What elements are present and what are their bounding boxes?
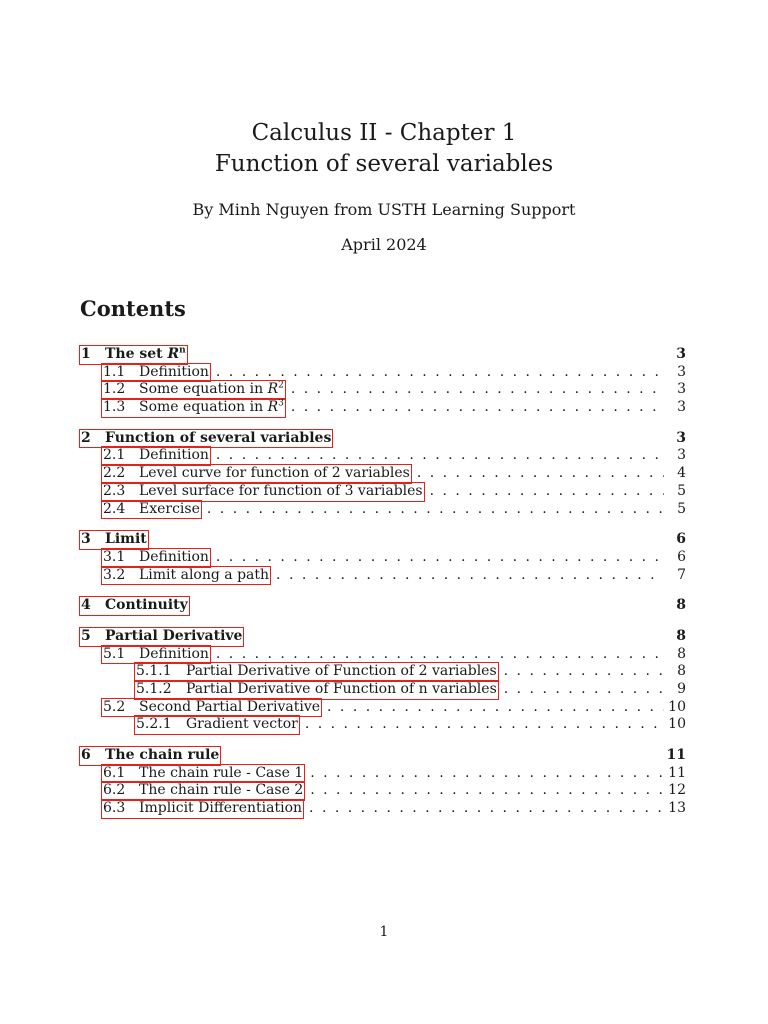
toc-link-3-2[interactable] (102, 567, 270, 585)
toc-entry-title: The chain rule - Case 2 (139, 782, 304, 799)
toc-link-2-3[interactable] (102, 483, 424, 501)
toc-dot-leader (310, 765, 664, 783)
toc-section-row (80, 531, 686, 549)
toc-entry-number: 1.2 (103, 381, 126, 398)
toc-subsection-row (80, 447, 686, 465)
toc-subsubsection-row (80, 663, 686, 681)
document-title-line-1: Calculus II - Chapter 1 (251, 120, 517, 146)
toc-page-number[interactable]: 8 (677, 645, 686, 662)
toc-subsection-row (80, 699, 686, 717)
toc-page-number[interactable]: 4 (677, 465, 686, 482)
toc-entry-title: Partial Derivative of Function of n variables (186, 681, 497, 697)
toc-entry-title: Definition (139, 645, 209, 662)
toc-page-number[interactable]: 5 (677, 500, 686, 517)
toc-link-1-3[interactable] (102, 399, 285, 417)
author-line: By Minh Nguyen from USTH Learning Support (192, 200, 576, 219)
toc-page-number[interactable]: 3 (677, 381, 686, 398)
toc-section-6 (80, 747, 686, 818)
math-symbol: R (267, 381, 279, 398)
toc-dot-leader (207, 501, 664, 519)
toc-page-number[interactable]: 3 (677, 399, 686, 416)
math-symbol: R (167, 346, 180, 362)
toc-entry-title: Second Partial Derivative (139, 698, 321, 715)
toc-entry-number: 5.2 (103, 698, 126, 715)
toc-entry-number: 2 (81, 429, 91, 446)
toc-entry-number: 4 (81, 597, 91, 614)
toc-entry-number: 6.2 (103, 782, 126, 799)
toc-entry-number: 5.2.1 (136, 716, 172, 733)
toc-page-number[interactable]: 13 (668, 800, 686, 817)
toc-link-6-3[interactable] (102, 800, 303, 818)
toc-entry-number: 6.3 (103, 800, 126, 817)
toc-dot-leader (216, 447, 664, 465)
toc-entry-title: Continuity (105, 597, 188, 614)
toc-dot-leader (276, 567, 664, 585)
toc-entry-title: Definition (139, 363, 209, 380)
toc-dot-leader (327, 699, 664, 717)
toc-subsection-row (80, 364, 686, 382)
toc-subsection-row (80, 549, 686, 567)
toc-entry-number: 1.3 (103, 399, 126, 416)
toc-dot-leader (504, 681, 664, 699)
toc-entry-number: 5.1.2 (136, 681, 172, 697)
toc-page-number[interactable]: 6 (677, 548, 686, 565)
toc-page-number[interactable]: 12 (668, 782, 686, 799)
toc-entry-title: Partial Derivative (105, 627, 243, 644)
toc-entry-number: 5.1.1 (136, 663, 172, 680)
toc-entry-title: The chain rule (105, 747, 220, 764)
toc-dot-leader (430, 483, 664, 501)
toc-entry-number: 5 (81, 627, 91, 644)
toc-link-6-1[interactable] (102, 765, 304, 783)
toc-page-number[interactable]: 3 (676, 429, 686, 446)
document-title-line-2: Function of several variables (214, 151, 554, 177)
toc-subsection-row (80, 765, 686, 783)
toc-entry-title: Limit (105, 531, 147, 548)
toc-section-5 (80, 628, 686, 734)
toc-entry-number: 5.1 (103, 645, 126, 662)
toc-entry-number: 2.2 (103, 465, 126, 482)
toc-page-number[interactable]: 7 (677, 566, 686, 583)
toc-link-2-2[interactable] (102, 465, 411, 483)
toc-link-5-1[interactable] (102, 646, 210, 664)
toc-entry-number: 2.3 (103, 482, 126, 499)
toc-entry-title: Level surface for function of 3 variables (139, 482, 423, 499)
toc-dot-leader (216, 549, 664, 567)
toc-link-3-1[interactable] (102, 549, 210, 567)
table-of-contents (80, 346, 686, 831)
toc-page-number[interactable]: 8 (676, 597, 686, 614)
toc-page-number[interactable]: 10 (668, 716, 686, 733)
toc-link-6-2[interactable] (102, 782, 304, 800)
toc-entry-number: 3 (81, 531, 91, 548)
toc-subsection-row (80, 782, 686, 800)
toc-entry-title: Some equation in (139, 381, 268, 398)
toc-dot-leader (305, 716, 664, 734)
toc-entry-number: 3.2 (103, 566, 126, 583)
toc-link-6[interactable] (80, 747, 220, 765)
toc-entry-title: Gradient vector (186, 716, 298, 733)
toc-section-row (80, 597, 686, 615)
toc-entry-title: Exercise (139, 500, 200, 517)
toc-link-2-4[interactable] (102, 501, 201, 519)
toc-subsection-row (80, 567, 686, 585)
toc-entry-number: 6.1 (103, 764, 126, 781)
toc-subsection-row (80, 483, 686, 501)
toc-section-row (80, 430, 686, 448)
math-exponent: 2 (278, 380, 284, 391)
toc-entry-title: Function of several variables (105, 429, 332, 446)
math-exponent: n (179, 345, 186, 356)
page-number: 1 (379, 924, 389, 940)
toc-entry-title: Implicit Differentiation (139, 800, 303, 817)
toc-link-5-2-1[interactable] (135, 716, 299, 734)
toc-link-2-1[interactable] (102, 447, 210, 465)
math-exponent: 3 (278, 398, 284, 409)
toc-subsubsection-row (80, 681, 686, 699)
toc-page-number[interactable]: 8 (677, 663, 686, 680)
toc-page-number[interactable]: 11 (668, 764, 686, 781)
toc-page-number[interactable]: 9 (677, 681, 686, 697)
math-symbol: R (267, 399, 279, 416)
toc-section-1 (80, 346, 686, 417)
toc-entry-title: Limit along a path (139, 566, 270, 583)
toc-section-row (80, 628, 686, 646)
toc-link-5-1-2[interactable] (135, 681, 498, 699)
toc-entry-title: The chain rule - Case 1 (139, 764, 304, 781)
toc-subsubsection-row (80, 716, 686, 734)
toc-page-number[interactable]: 3 (676, 346, 686, 362)
toc-entry-number: 1 (81, 346, 91, 362)
toc-entry-title: Some equation in (139, 399, 268, 416)
toc-subsection-row (80, 646, 686, 664)
toc-entry-number: 3.1 (103, 548, 126, 565)
toc-subsection-row (80, 465, 686, 483)
toc-entry-title: Partial Derivative of Function of 2 variables (186, 663, 497, 680)
toc-section-2 (80, 430, 686, 518)
toc-section-4 (80, 597, 686, 615)
toc-dot-leader (216, 646, 664, 664)
toc-entry-number: 1.1 (103, 363, 126, 380)
toc-subsection-row (80, 800, 686, 818)
toc-link-5[interactable] (80, 628, 243, 646)
toc-link-3[interactable] (80, 531, 148, 549)
toc-page-number[interactable]: 11 (666, 747, 686, 764)
toc-dot-leader (216, 364, 664, 382)
toc-page-number[interactable]: 3 (677, 363, 686, 380)
toc-link-1[interactable] (80, 346, 187, 364)
toc-link-1-1[interactable] (102, 364, 210, 382)
toc-page-number[interactable]: 6 (676, 531, 686, 548)
toc-entry-title: The set (105, 346, 168, 362)
toc-entry-title: Definition (139, 548, 209, 565)
toc-entry-title: Definition (139, 447, 209, 464)
toc-subsection-row (80, 501, 686, 519)
toc-link-5-1-1[interactable] (135, 663, 498, 681)
toc-link-5-2[interactable] (102, 699, 321, 717)
toc-section-row (80, 346, 686, 364)
toc-page-number[interactable]: 3 (677, 447, 686, 464)
toc-page-number[interactable]: 8 (676, 627, 686, 644)
contents-heading: Contents (80, 296, 186, 321)
toc-link-1-2[interactable] (102, 381, 285, 399)
toc-subsection-row (80, 399, 686, 417)
toc-entry-number: 2.1 (103, 447, 126, 464)
toc-subsection-row (80, 381, 686, 399)
toc-link-4[interactable] (80, 597, 189, 615)
toc-entry-number: 6 (81, 747, 91, 764)
toc-dot-leader (417, 465, 664, 483)
date-line: April 2024 (341, 235, 427, 254)
toc-page-number[interactable]: 5 (677, 482, 686, 499)
toc-entry-number: 2.4 (103, 500, 126, 517)
toc-section-row (80, 747, 686, 765)
toc-dot-leader (309, 800, 664, 818)
toc-entry-title: Level curve for function of 2 variables (139, 465, 410, 482)
toc-dot-leader (291, 381, 664, 399)
toc-dot-leader (310, 782, 664, 800)
toc-dot-leader (291, 399, 664, 417)
toc-dot-leader (504, 663, 664, 681)
toc-section-3 (80, 531, 686, 584)
toc-link-2[interactable] (80, 430, 332, 448)
toc-page-number[interactable]: 10 (668, 698, 686, 715)
